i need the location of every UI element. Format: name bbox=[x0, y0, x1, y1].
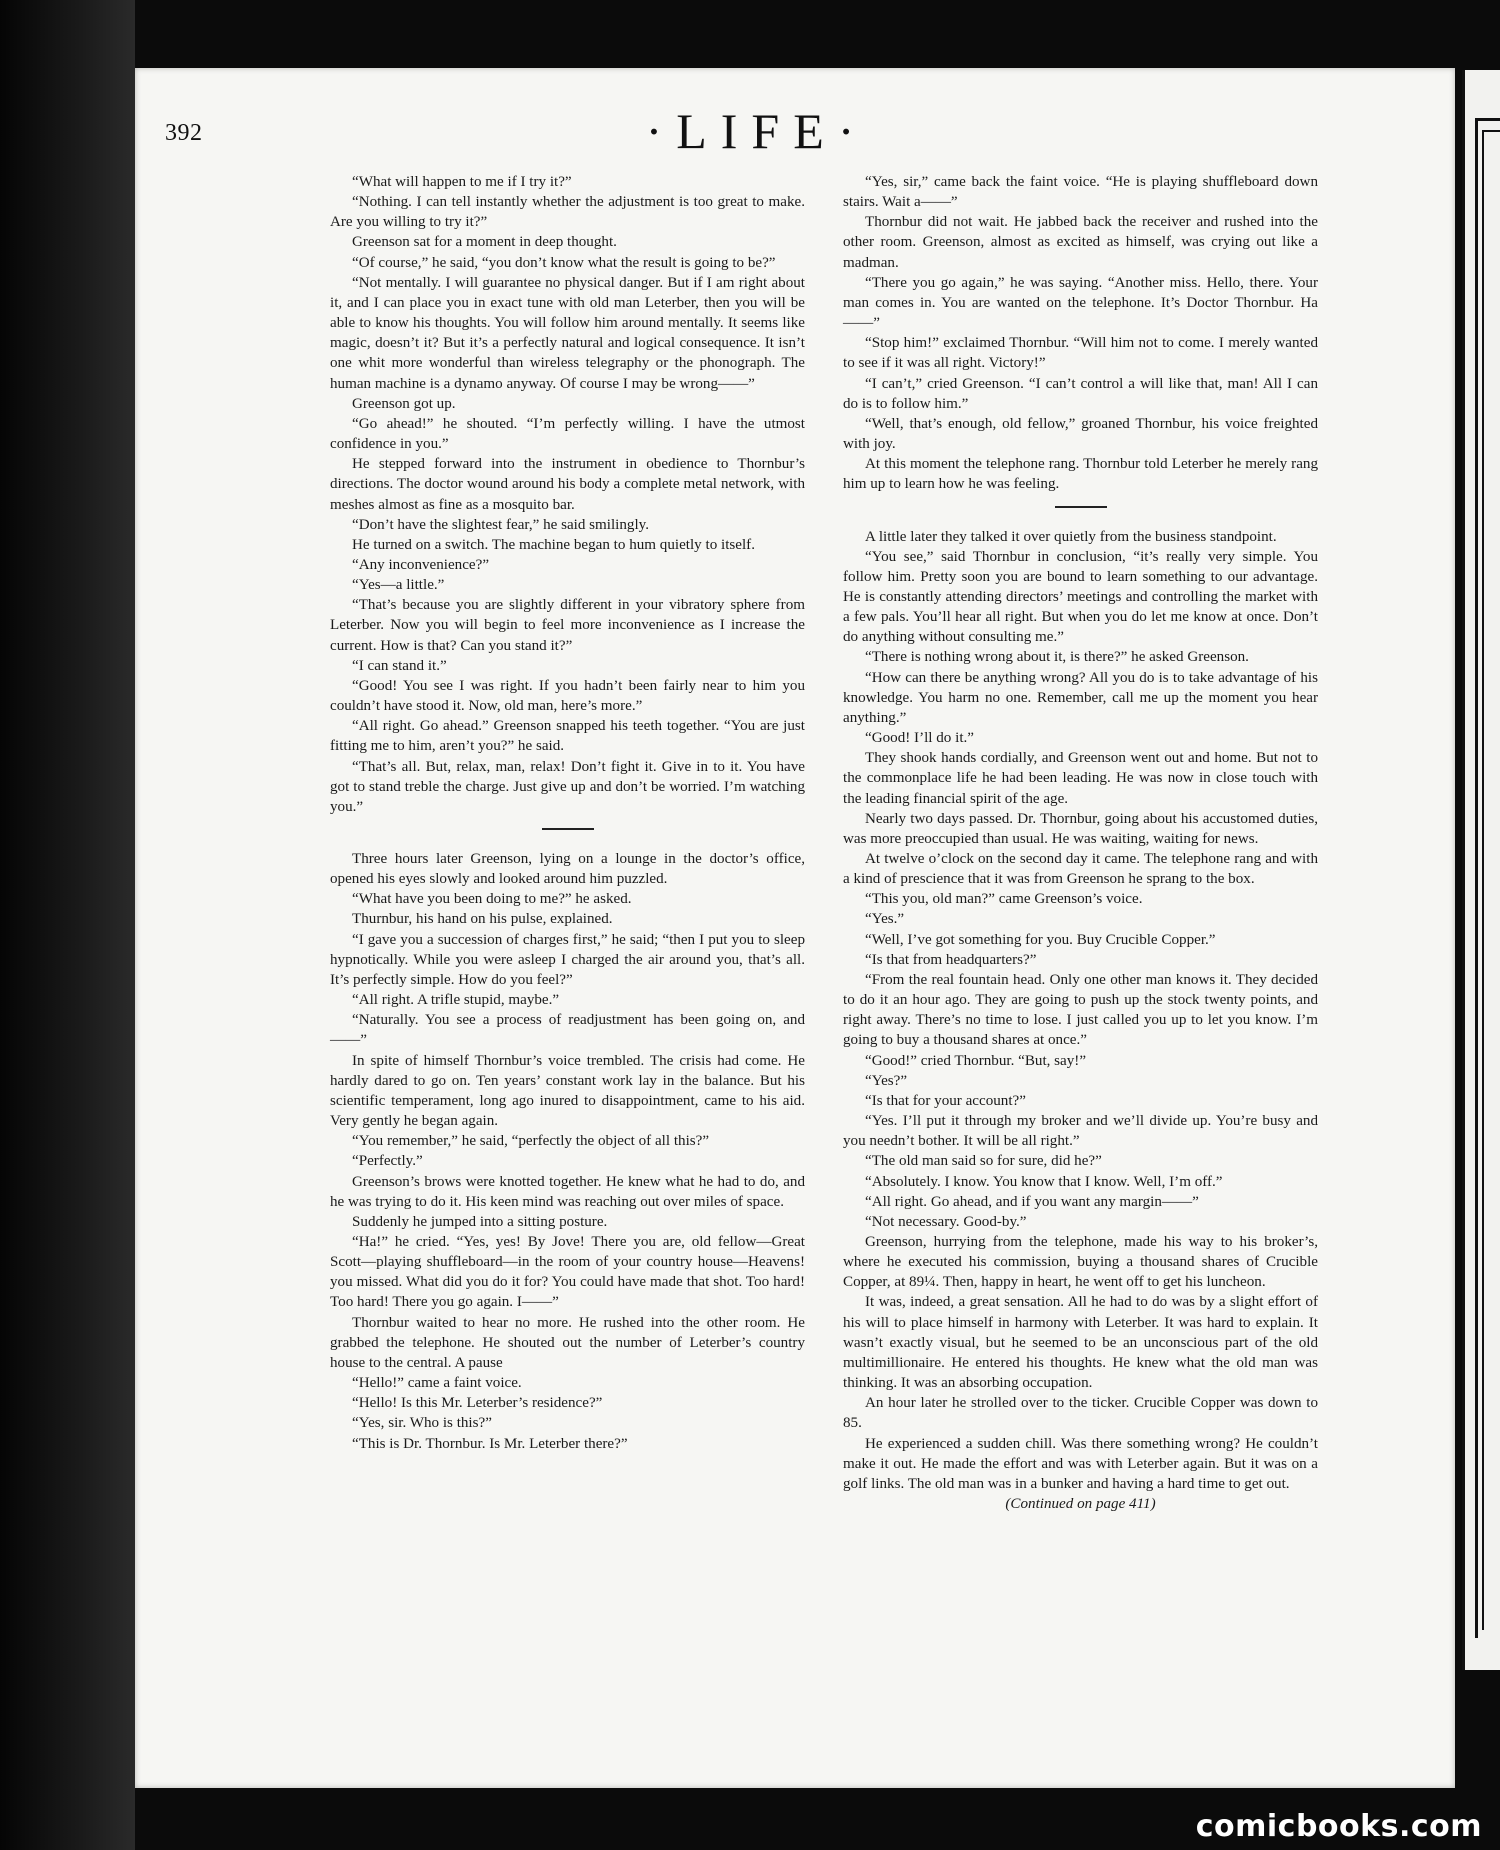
adjacent-page-edge bbox=[1462, 70, 1500, 1670]
paragraph: “Is that for your account?” bbox=[865, 1092, 1026, 1109]
paragraph: “Naturally. You see a process of readjustment has been going on, and——” bbox=[330, 1012, 805, 1049]
paragraph: “Stop him!” exclaimed Thornbur. “Will him not to come. I merely wanted to see if it was all right. Victory!” bbox=[843, 335, 1318, 372]
paragraph: “Yes. I’ll put it through my broker and we’ll divide up. You’re busy and you needn’t bother. It will be all right.” bbox=[843, 1113, 1318, 1150]
paragraph: “Nothing. I can tell instantly whether the adjustment is too great to make. Are you willing to try it?” bbox=[330, 194, 805, 231]
paragraph: A little later they talked it over quietly from the business standpoint. bbox=[865, 528, 1277, 545]
paragraph: “That’s all. But, relax, man, relax! Don’t fight it. Give in to it. You have got to stand treble the charge. Just give up and don’t be worried. I’m watching you.” bbox=[330, 758, 805, 815]
paragraph: Greenson’s brows were knotted together. He knew what he had to do, and he was trying to do it. His keen mind was reaching out over miles of space. bbox=[330, 1173, 805, 1210]
right-column bbox=[843, 172, 1318, 1514]
paragraph: “You remember,” he said, “perfectly the object of all this?” bbox=[352, 1133, 710, 1150]
paragraph: Thornbur waited to hear no more. He rushed into the other room. He grabbed the telephone. He shouted out the number of Leterber’s country house to the central. A pause bbox=[330, 1314, 805, 1371]
paragraph: “From the real fountain head. Only one other man knows it. They decided to do it an hour ago. They are going to push up the stock twenty points, and right away. There’s no time to lose. I just called you up to let you know. I’m going to buy a thousand shares at once.” bbox=[843, 971, 1318, 1049]
paragraph: He experienced a sudden chill. Was there something wrong? He couldn’t make it out. He made the effort and was with Leterber again. But it was on a golf links. The old man was in a bunker and having a hard time to get out. bbox=[843, 1435, 1318, 1492]
paragraph: He stepped forward into the instrument in obedience to Thornbur’s directions. The doctor wound around his body a complete metal network, with meshes almost as fine as a mosquito bar. bbox=[330, 456, 805, 513]
paragraph: They shook hands cordially, and Greenson went out and home. But not to the commonplace life he had been leading. He was now in close touch with the leading financial spirit of the age. bbox=[843, 750, 1318, 807]
paragraph: “The old man said so for sure, did he?” bbox=[865, 1153, 1102, 1170]
paragraph: “That’s because you are slightly different in your vibratory sphere from Leterber. Now you will begin to feel more inconvenience as I increase the current. How is that? Can you stand it?” bbox=[330, 597, 805, 654]
scan-edge bbox=[0, 0, 135, 1850]
paragraph: “I can’t,” cried Greenson. “I can’t control a will like that, man! All I can do is to follow him.” bbox=[843, 375, 1318, 412]
paragraph: “This is Dr. Thornbur. Is Mr. Leterber there?” bbox=[352, 1435, 628, 1452]
paragraph: Thurnbur, his hand on his pulse, explained. bbox=[352, 911, 613, 928]
paragraph: It was, indeed, a great sensation. All he had to do was by a slight effort of his will to place himself in harmony with Leterber. It was hard to explain. It wasn’t exactly visual, but he seemed to be an unconscious part of the old multimillionaire. He entered his thoughts. He knew what the old man was thinking. It was an absorbing occupation. bbox=[843, 1294, 1318, 1392]
paragraph: “Ha!” he cried. “Yes, yes! By Jove! There you are, old fellow—Great Scott—playing shuffleboard—in the room of your country house—Heavens! you missed. What did you do it for? You could have made that shot. Too hard! Too hard! There you go again. I——” bbox=[330, 1233, 805, 1311]
paragraph: At twelve o’clock on the second day it came. The telephone rang and with a kind of prescience that it was from Greenson he sprang to the box. bbox=[843, 851, 1318, 888]
paragraph: “Is that from headquarters?” bbox=[865, 951, 1037, 968]
paragraph: “Not mentally. I will guarantee no physical danger. But if I am right about it, and I can place you in exact tune with old man Leterber, then you will be able to know his thoughts. You will follow him around mentally. It seems like magic, doesn’t it? But it’s a perfectly natural and logical consequence. It isn’t one whit more wonderful than wireless telegraphy or the phonograph. The human machine is a dynamo anyway. Of course I may be wrong——” bbox=[330, 274, 805, 392]
paragraph: In spite of himself Thornbur’s voice trembled. The crisis had come. He hardly dared to go on. Ten years’ constant work lay in the balance. But his scientific temperament, long ago inured to disappointment, came to his aid. Very gently he began again. bbox=[330, 1052, 805, 1130]
paragraph: Suddenly he jumped into a sitting posture. bbox=[352, 1213, 608, 1230]
paragraph: “Absolutely. I know. You know that I know. Well, I’m off.” bbox=[865, 1173, 1223, 1190]
paragraph: Nearly two days passed. Dr. Thornbur, going about his accustomed duties, was more preoccupied than usual. He was waiting, waiting for news. bbox=[843, 810, 1318, 847]
continued-note: (Continued on page 411) bbox=[1005, 1496, 1156, 1512]
paragraph: “Good! I’ll do it.” bbox=[865, 730, 974, 747]
paragraph: Greenson got up. bbox=[352, 395, 456, 412]
paragraph: “There is nothing wrong about it, is there?” he asked Greenson. bbox=[865, 649, 1249, 666]
left-column bbox=[330, 172, 805, 1454]
paragraph: “What will happen to me if I try it?” bbox=[352, 174, 572, 190]
watermark: comicbooks.com bbox=[1195, 1809, 1482, 1844]
paragraph: “All right. A trifle stupid, maybe.” bbox=[352, 992, 560, 1009]
page-number: 392 bbox=[165, 120, 203, 146]
paragraph: “Good! You see I was right. If you hadn’t been fairly near to him you couldn’t have stood it. Now, old man, here’s more.” bbox=[330, 677, 805, 715]
paragraph: “Don’t have the slightest fear,” he said smilingly. bbox=[352, 516, 650, 533]
paragraph: “Good!” cried Thornbur. “But, say!” bbox=[865, 1052, 1087, 1069]
paragraph: “You see,” said Thornbur in conclusion, “it’s really very simple. You follow him. Pretty soon you are bound to learn something to our advantage. He is constantly attending directors’ meetings and controlling the market with a few pals. You’ll hear all right. But when you do let me know at once. Don’t do anything without consulting me.” bbox=[843, 548, 1318, 646]
paragraph: “Go ahead!” he shouted. “I’m perfectly willing. I have the utmost confidence in you.” bbox=[330, 415, 805, 453]
paragraph: “I gave you a succession of charges first,” he said; “then I put you to sleep hypnotically. While you were asleep I charged the air around you, that’s all. It’s perfectly simple. How do you feel?” bbox=[330, 931, 805, 988]
paragraph: “Yes.” bbox=[865, 911, 905, 928]
section-divider bbox=[1055, 506, 1107, 508]
paragraph: “Yes?” bbox=[865, 1072, 908, 1089]
paragraph: An hour later he strolled over to the ticker. Crucible Copper was down to 85. bbox=[843, 1395, 1318, 1432]
paragraph: “Well, I’ve got something for you. Buy Crucible Copper.” bbox=[865, 931, 1216, 948]
paragraph: “Any inconvenience?” bbox=[352, 556, 490, 573]
paragraph: Thornbur did not wait. He jabbed back the receiver and rushed into the other room. Greenson, almost as excited as himself, was crying out like a madman. bbox=[843, 214, 1318, 271]
paragraph: Greenson, hurrying from the telephone, made his way to his broker’s, where he executed his commission, buying a thousand shares of Crucible Copper, at 89¼. Then, happy in heart, he went off to get his luncheon. bbox=[843, 1233, 1318, 1291]
paragraph: “I can stand it.” bbox=[352, 657, 447, 674]
paragraph: “How can there be anything wrong? All you do is to take advantage of his knowledge. You harm no one. Remember, call me up the moment you hear anything.” bbox=[843, 669, 1318, 726]
paragraph: He turned on a switch. The machine began to hum quietly to itself. bbox=[352, 536, 755, 553]
paragraph: “This you, old man?” came Greenson’s voice. bbox=[865, 891, 1143, 908]
paragraph: “Perfectly.” bbox=[352, 1153, 423, 1170]
paragraph: “Yes, sir,” came back the faint voice. “He is playing shuffleboard down stairs. Wait a——” bbox=[843, 174, 1318, 211]
paragraph: Three hours later Greenson, lying on a lounge in the doctor’s office, opened his eyes slowly and looked around him puzzled. bbox=[330, 851, 805, 888]
masthead-title: ·LIFE· bbox=[645, 103, 869, 159]
paragraph: “There you go again,” he was saying. “Another miss. Hello, there. Your man comes in. You are wanted on the telephone. It’s Doctor Thornbur. Ha——” bbox=[843, 274, 1318, 332]
paragraph: “Well, that’s enough, old fellow,” groaned Thornbur, his voice freighted with joy. bbox=[843, 415, 1318, 453]
paragraph: “Not necessary. Good-by.” bbox=[865, 1213, 1027, 1230]
section-divider bbox=[542, 828, 594, 830]
paragraph: “All right. Go ahead, and if you want any margin——” bbox=[865, 1193, 1199, 1210]
paragraph: “Hello!” came a faint voice. bbox=[352, 1375, 522, 1392]
paragraph: “Yes, sir. Who is this?” bbox=[352, 1415, 492, 1432]
paragraph: “All right. Go ahead.” Greenson snapped his teeth together. “You are just fitting me to him, aren’t you?” he said. bbox=[330, 718, 805, 755]
paragraph: At this moment the telephone rang. Thornbur told Leterber he merely rang him up to learn how he was feeling. bbox=[843, 456, 1318, 493]
paragraph: “What have you been doing to me?” he asked. bbox=[352, 891, 632, 908]
paragraph: Greenson sat for a moment in deep thought. bbox=[352, 234, 617, 251]
paragraph: “Hello! Is this Mr. Leterber’s residence?” bbox=[352, 1395, 603, 1412]
paragraph: “Yes—a little.” bbox=[352, 577, 445, 594]
paragraph: “Of course,” he said, “you don’t know what the result is going to be?” bbox=[352, 254, 776, 271]
